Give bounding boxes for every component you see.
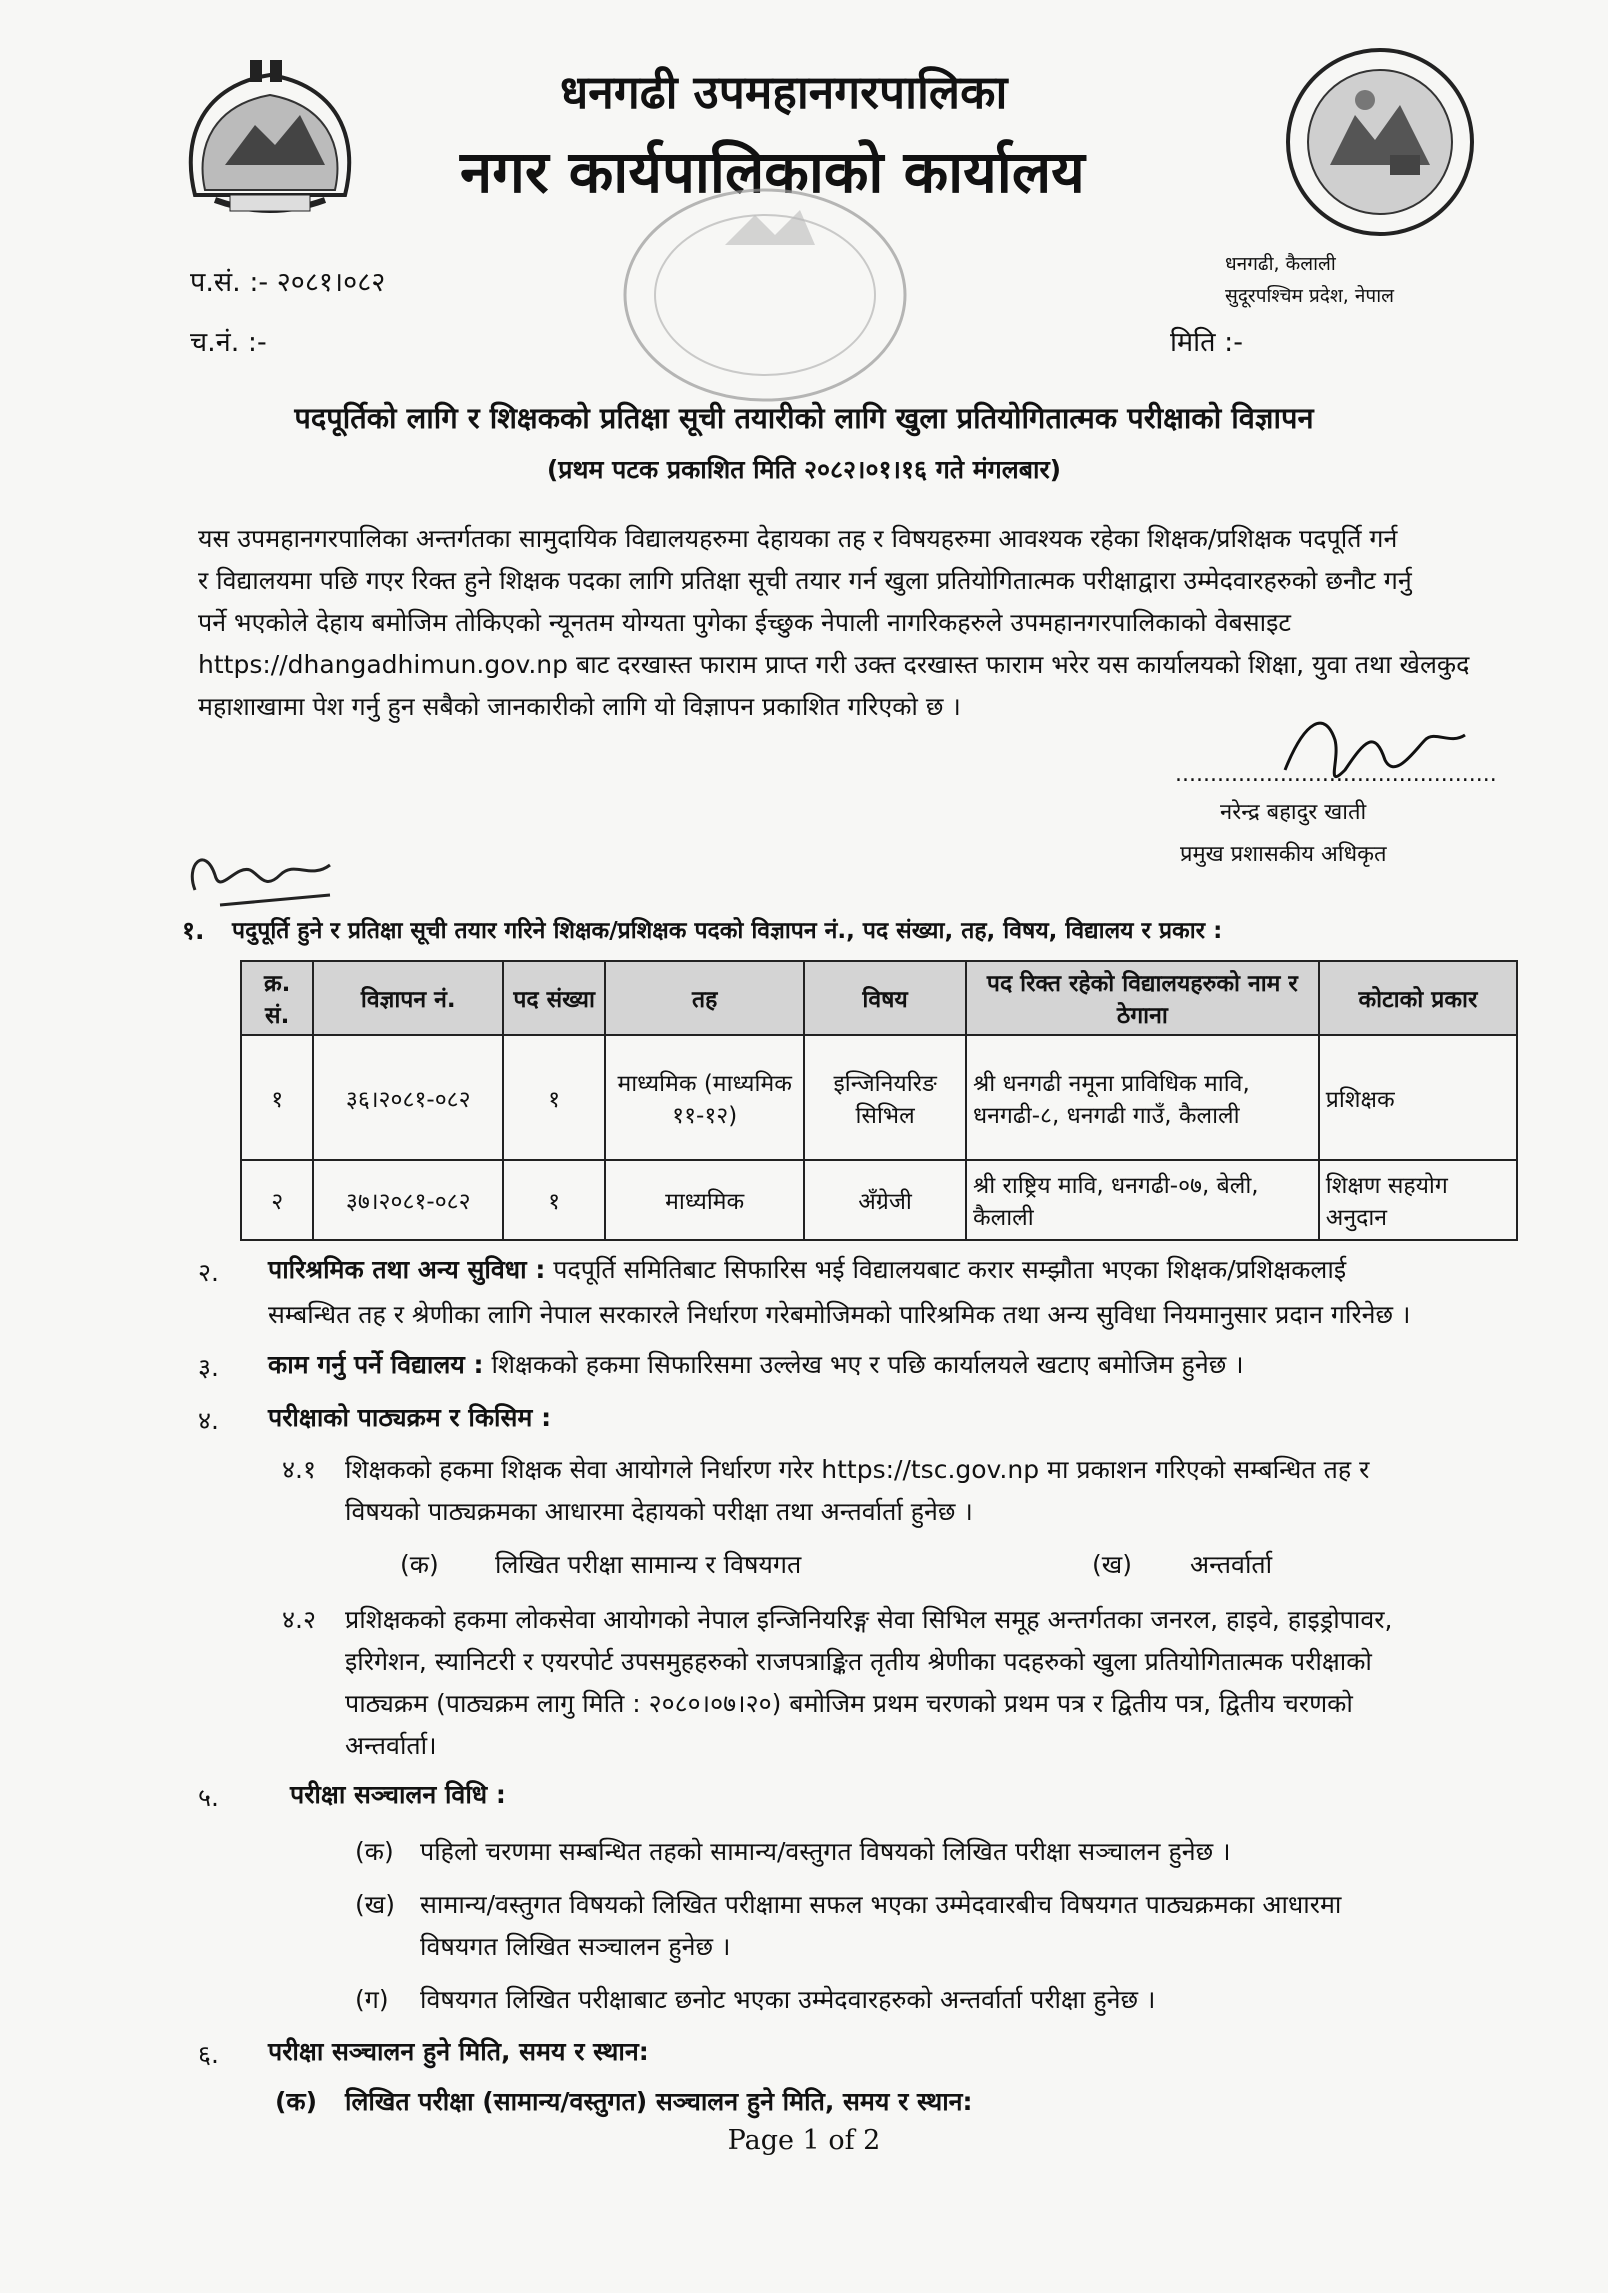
address-line1: धनगढी, कैलाली [1225,253,1336,275]
section6-number: ६. [198,2040,219,2069]
signature-icon [1275,700,1475,804]
intro-line: https://dhangadhimun.gov.np बाट दरखास्त फाराम प्राप्त गरी उक्त दरखास्त फाराम भरेर यस कार्यालयको शिक्षा, युवा तथा खेलकुद [198,650,1470,679]
col-header: पद संख्या [503,961,605,1035]
intro-line: पर्ने भएकोले देहाय बमोजिम तोकिएको न्यूनतम योग्यता पुगेका ईच्छुक नेपाली नागरिकहरुले उपमहानगरपालिकाको वेबसाइट [198,608,1292,637]
table-cell: १ [503,1035,605,1160]
intro-line: र विद्यालयमा पछि गएर रिक्त हुने शिक्षक पदका लागि प्रतिक्षा सूची तयार गर्न खुला प्रतियोगितात्मक परीक्षाद्वारा उम्मेदवारहरुको छनौट गर्नु [198,566,1412,595]
dispatch-number: च.नं. :- [190,327,267,358]
office-name-line2: नगर कार्यपालिकाको कार्यालय [460,138,1085,206]
notice-subtitle: (प्रथम पटक प्रकाशित मिति २०८२।०१।१६ गते मंगलबार) [546,455,1062,484]
section2-heading: पारिश्रमिक तथा अन्य सुविधा : [268,1255,546,1284]
office-name-line1: धनगढी उपमहानगरपालिका [560,65,1008,119]
section4-2-line2: इरिगेशन, स्यानिटरी र एयरपोर्ट उपसमुहहरुको राजपत्राङ्कित तृतीय श्रेणीका पदहरुको खुला प्रतियोगितात्मक परीक्षाको [345,1647,1372,1676]
table-cell: इन्जिनियरिङ सिभिल [804,1035,966,1160]
intro-line: महाशाखामा पेश गर्नु हुन सबैको जानकारीको लागि यो विज्ञापन प्रकाशित गरिएको छ । [198,692,961,721]
col-header: पद रिक्त रहेको विद्यालयहरुको नाम र ठेगाना [966,961,1319,1035]
section2-text-line2: सम्बन्धित तह र श्रेणीका लागि नेपाल सरकारले निर्धारण गरेबमोजिमको पारिश्रमिक तथा अन्य सुविधा नियमानुसार प्रदान गरिनेछ । [268,1300,1411,1329]
section4-2-number: ४.२ [282,1605,316,1634]
section4-2-line4: अन्तर्वार्ता। [345,1731,437,1760]
col-header: विषय [804,961,966,1035]
initials-icon [180,835,350,919]
office-stamp [615,175,915,415]
section6-sub-marker: (क) [275,2087,318,2116]
table-cell: ३६।२०८१-०८२ [313,1035,503,1160]
col-header: विज्ञापन नं. [313,961,503,1035]
section5-item: सामान्य/वस्तुगत विषयको लिखित परीक्षामा सफल भएका उम्मेदवारबीच विषयगत पाठ्यक्रमका आधारमा [420,1890,1342,1919]
col-header: तह [605,961,804,1035]
table-cell: २ [241,1160,313,1240]
section4-number: ४. [198,1406,219,1435]
table-cell: श्री राष्ट्रिय मावि, धनगढी-०७, बेली, कैलाली [966,1160,1319,1240]
section3-heading: काम गर्नु पर्ने विद्यालय : [268,1350,484,1379]
table-cell: ३७।२०८१-०८२ [313,1160,503,1240]
col-header: कोटाको प्रकार [1319,961,1517,1035]
municipality-seal-icon [1280,45,1480,240]
signatory-name: नरेन्द्र बहादुर खाती [1220,800,1367,825]
section3-text: शिक्षकको हकमा सिफारिसमा उल्लेख भए र पछि कार्यालयले खटाए बमोजिम हुनेछ । [491,1350,1244,1379]
table-cell: शिक्षण सहयोग अनुदान [1319,1160,1517,1240]
section1-number: १. [182,916,205,945]
section3-body [268,1345,1508,1385]
section5-heading: परीक्षा सञ्चालन विधि : [290,1780,506,1809]
date-label: मिति :- [1170,327,1243,358]
table-cell: १ [503,1160,605,1240]
table-cell: माध्यमिक [605,1160,804,1240]
section4-1-line2: विषयको पाठ्यक्रमका आधारमा देहायको परीक्षा तथा अन्तर्वार्ता हुनेछ । [345,1497,973,1526]
section5-number: ५. [198,1783,219,1812]
table-row [241,1160,1517,1240]
list-marker: (क) [355,1837,394,1866]
section2-number: २. [198,1258,219,1287]
intro-line: यस उपमहानगरपालिका अन्तर्गतका सामुदायिक विद्यालयहरुमा देहायका तह र विषयहरुमा आवश्यक रहेका शिक्षक/प्रशिक्षक पदपूर्ति गर्न [198,524,1398,553]
section5-item: विषयगत लिखित परीक्षाबाट छनोट भएका उम्मेदवारहरुको अन्तर्वार्ता परीक्षा हुनेछ । [420,1985,1156,2014]
table-cell: १ [241,1035,313,1160]
table-row [241,1035,1517,1160]
table-cell: माध्यमिक (माध्यमिक ११-१२) [605,1035,804,1160]
section2-text: पदपूर्ति समितिबाट सिफारिस भई विद्यालयबाट करार सम्झौता भएका शिक्षक/प्रशिक्षकलाई [553,1255,1347,1284]
table-cell: श्री धनगढी नमूना प्राविधिक मावि, धनगढी-८, धनगढी गाउँ, कैलाली [966,1035,1319,1160]
signatory-designation: प्रमुख प्रशासकीय अधिकृत [1180,842,1387,867]
section3-number: ३. [198,1353,219,1382]
vacancy-table [240,960,1518,1241]
interview-item: अन्तर्वार्ता [1190,1550,1273,1579]
section1-heading: पदुपूर्ति हुने र प्रतिक्षा सूची तयार गरिने शिक्षक/प्रशिक्षक पदको विज्ञापन नं., पद संख्या, तह, विषय, विद्यालय र प्रकार : [232,918,1223,944]
section4-1-line1: शिक्षकको हकमा शिक्षक सेवा आयोगले निर्धारण गरेर https://tsc.gov.np मा प्रकाशन गरिएको सम्बन्धित तह र [345,1455,1370,1484]
section4-2-line3: पाठ्यक्रम (पाठ्यक्रम लागु मिति : २०८०।०७।२०) बमोजिम प्रथम चरणको प्रथम पत्र र द्वितीय पत्र, द्वितीय चरणको [345,1689,1353,1718]
notice-title: पदपूर्तिको लागि र शिक्षकको प्रतिक्षा सूची तयारीको लागि खुला प्रतियोगितात्मक परीक्षाको विज्ञापन [294,401,1314,435]
section2-body [268,1250,1508,1290]
section5-item-cont: विषयगत लिखित सञ्चालन हुनेछ । [420,1932,731,1961]
section4-2-line1: प्रशिक्षकको हकमा लोकसेवा आयोगको नेपाल इन्जिनियरिङ्ग सेवा सिभिल समूह अन्तर्गतका जनरल, हाइवे, हाइड्रोपावर, [345,1605,1393,1634]
written-exam-item: लिखित परीक्षा सामान्य र विषयगत [495,1550,802,1579]
section6-heading: परीक्षा सञ्चालन हुने मिति, समय र स्थान: [268,2037,649,2066]
section4-heading: परीक्षाको पाठ्यक्रम र किसिम : [268,1403,552,1432]
list-marker: (ख) [1092,1550,1132,1579]
section4-1-number: ४.१ [282,1455,316,1484]
section6-sub-heading: लिखित परीक्षा (सामान्य/वस्तुगत) सञ्चालन हुने मिति, समय र स्थान: [345,2087,973,2116]
list-marker: (ख) [355,1890,395,1919]
page-number: Page 1 of 2 [727,2125,881,2156]
table-cell: प्रशिक्षक [1319,1035,1517,1160]
nepal-emblem-icon [175,55,365,220]
reference-number: प.सं. :- २०८१।०८२ [190,267,386,298]
signature-dots: .............................................. [1175,762,1497,787]
section5-item: पहिलो चरणमा सम्बन्धित तहको सामान्य/वस्तुगत विषयको लिखित परीक्षा सञ्चालन हुनेछ । [420,1837,1231,1866]
table-cell: अँग्रेजी [804,1160,966,1240]
address-line2: सुदूरपश्चिम प्रदेश, नेपाल [1225,285,1394,307]
intro-paragraph [198,518,1496,728]
list-marker: (क) [400,1550,439,1579]
col-header: क्र. सं. [241,961,313,1035]
list-marker: (ग) [355,1985,389,2014]
